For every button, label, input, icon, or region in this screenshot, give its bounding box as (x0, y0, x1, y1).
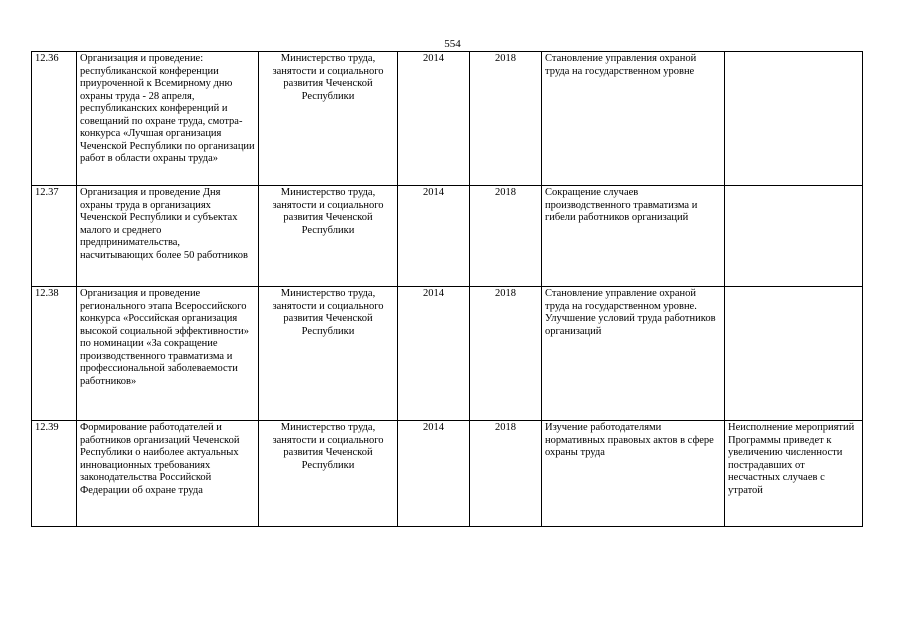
page-number: 554 (444, 38, 461, 50)
expected-result: Изучение работодателями нормативных правовых актов в сфере охраны труда (542, 421, 725, 527)
table-row (32, 52, 863, 186)
table-row (32, 186, 863, 287)
end-year: 2018 (470, 421, 542, 527)
end-year: 2018 (470, 52, 542, 186)
non-fulfillment-consequence (725, 186, 863, 287)
non-fulfillment-consequence (725, 52, 863, 186)
row-number: 12.39 (32, 421, 77, 527)
event-name: Формирование работодателей и работников организаций Чеченской Республики о наиболее актуальных инновационных требованиях законодательства Российской Федерации об охране труда (77, 421, 259, 527)
executor: Министерство труда, занятости и социального развития Чеченской Республики (259, 421, 398, 527)
non-fulfillment-consequence: Неисполнение мероприятий Программы приведет к увеличению численности пострадавших от несчастных случаев с утратой (725, 421, 863, 527)
row-number: 12.38 (32, 287, 77, 421)
event-name: Организация и проведение регионального этапа Всероссийского конкурса «Российская организация высокой социальной эффективности» по номинации «За сокращение производственного травматизма и профессиональной заболеваемости работников» (77, 287, 259, 421)
end-year: 2018 (470, 287, 542, 421)
row-number: 12.36 (32, 52, 77, 186)
executor: Министерство труда, занятости и социального развития Чеченской Республики (259, 52, 398, 186)
end-year: 2018 (470, 186, 542, 287)
program-events-table (31, 51, 863, 527)
executor: Министерство труда, занятости и социального развития Чеченской Республики (259, 287, 398, 421)
start-year: 2014 (398, 287, 470, 421)
executor: Министерство труда, занятости и социального развития Чеченской Республики (259, 186, 398, 287)
non-fulfillment-consequence (725, 287, 863, 421)
expected-result: Становление управления охраной труда на государственном уровне (542, 52, 725, 186)
start-year: 2014 (398, 421, 470, 527)
expected-result: Сокращение случаев производственного травматизма и гибели работников организаций (542, 186, 725, 287)
expected-result: Становление управление охраной труда на государственном уровне. Улучшение условий труда работников организаций (542, 287, 725, 421)
start-year: 2014 (398, 52, 470, 186)
row-number: 12.37 (32, 186, 77, 287)
table-row (32, 421, 863, 527)
table-row (32, 287, 863, 421)
event-name: Организация и проведение Дня охраны труда в организациях Чеченской Республики и субъектах малого и среднего предпринимательства, насчитывающих более 50 работников (77, 186, 259, 287)
start-year: 2014 (398, 186, 470, 287)
event-name: Организация и проведение: республиканской конференции приуроченной к Всемирному дню охраны труда - 28 апреля, республиканских конференций и совещаний по охране труда, смотра-конкурса «Лучшая организация Чеченской Республики по организации работ в области охраны труда» (77, 52, 259, 186)
